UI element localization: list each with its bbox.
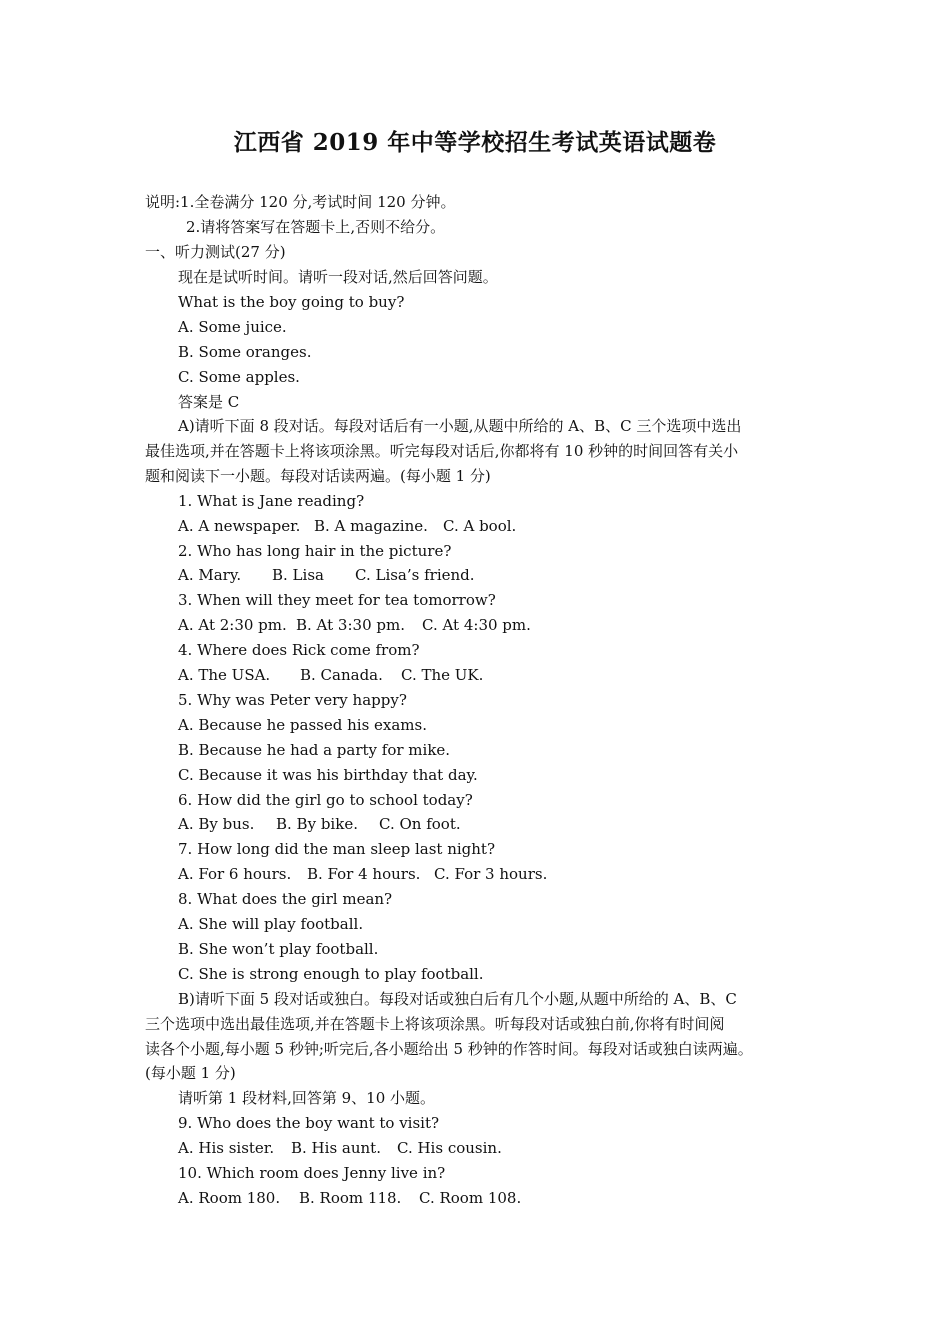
question-8-option-b: B. She won’t play football. [178, 940, 379, 958]
option-b: B. At 3:30 pm. [296, 616, 405, 634]
part-b-instruction-line: 三个选项中选出最佳选项,并在答题卡上将该项涂黑。听每段对话或独白前,你将有时间阅 [145, 1015, 725, 1033]
option-b: B. Lisa [272, 566, 324, 584]
question-10: 10. Which room does Jenny live in? [178, 1164, 446, 1182]
option-b: B. Room 118. [299, 1189, 402, 1207]
option-c: C. The UK. [401, 666, 484, 684]
question-2: 2. Who has long hair in the picture? [178, 542, 452, 560]
trial-option-b: B. Some oranges. [178, 343, 312, 361]
option-b: B. For 4 hours. [307, 865, 421, 883]
question-1-options [178, 517, 516, 535]
intro-note-2: 2.请将答案写在答题卡上,否则不给分。 [186, 218, 446, 236]
option-a: A. At 2:30 pm. [178, 616, 287, 634]
option-b: B. His aunt. [291, 1139, 381, 1157]
question-8: 8. What does the girl mean? [178, 890, 393, 908]
question-8-option-c: C. She is strong enough to play football. [178, 965, 484, 983]
trial-option-c: C. Some apples. [178, 368, 300, 386]
question-5-option-a: A. Because he passed his exams. [178, 716, 428, 734]
option-a: A. The USA. [178, 666, 271, 684]
option-c: C. Room 108. [419, 1189, 522, 1207]
question-9: 9. Who does the boy want to visit? [178, 1114, 440, 1132]
question-1: 1. What is Jane reading? [178, 492, 365, 510]
option-c: C. For 3 hours. [434, 865, 548, 883]
question-7: 7. How long did the man sleep last night? [178, 840, 495, 858]
section-heading: 一、听力测试(27 分) [145, 243, 286, 261]
question-3: 3. When will they meet for tea tomorrow? [178, 591, 496, 609]
trial-intro: 现在是试听时间。请听一段对话,然后回答问题。 [178, 268, 498, 286]
part-b-material-1: 请听第 1 段材料,回答第 9、10 小题。 [178, 1089, 436, 1107]
question-3-options [178, 616, 531, 634]
question-5-option-b: B. Because he had a party for mike. [178, 741, 451, 759]
question-5-option-c: C. Because it was his birthday that day. [178, 766, 478, 784]
exam-title: 江西省 2019 年中等学校招生考试英语试题卷 [233, 129, 717, 156]
option-a: A. For 6 hours. [178, 865, 292, 883]
part-b-instruction-line: 读各个小题,每小题 5 秒钟;听完后,各小题给出 5 秒钟的作答时间。每段对话或独白读两遍。 [145, 1040, 753, 1058]
question-4-options [178, 666, 483, 684]
question-6: 6. How did the girl go to school today? [178, 791, 473, 809]
part-b-instruction-line: B)请听下面 5 段对话或独白。每段对话或独白后有几个小题,从题中所给的 A、B、C [178, 990, 737, 1008]
option-a: A. His sister. [178, 1139, 275, 1157]
option-c: C. On foot. [379, 815, 461, 833]
part-a-instruction-line: 题和阅读下一小题。每段对话读两遍。(每小题 1 分) [145, 467, 491, 485]
option-b: B. A magazine. [314, 517, 428, 535]
option-c: C. At 4:30 pm. [422, 616, 531, 634]
option-b: B. Canada. [300, 666, 383, 684]
option-c: C. Lisa’s friend. [355, 566, 475, 584]
part-a-instruction-line: 最佳选项,并在答题卡上将该项涂黑。听完每段对话后,你都将有 10 秒钟的时间回答有关小 [145, 442, 739, 460]
option-a: A. A newspaper. [178, 517, 301, 535]
part-a-instruction-line: A)请听下面 8 段对话。每段对话后有一小题,从题中所给的 A、B、C 三个选项中选出 [178, 417, 742, 435]
question-9-options [178, 1139, 502, 1157]
question-4: 4. Where does Rick come from? [178, 641, 420, 659]
option-c: C. His cousin. [397, 1139, 502, 1157]
option-a: A. Room 180. [178, 1189, 281, 1207]
intro-note-1: 说明:1.全卷满分 120 分,考试时间 120 分钟。 [145, 193, 456, 211]
option-a: A. By bus. [178, 815, 255, 833]
question-10-options [178, 1189, 521, 1207]
trial-option-a: A. Some juice. [178, 318, 287, 336]
question-2-options [178, 566, 475, 584]
option-c: C. A bool. [443, 517, 517, 535]
question-6-options [178, 815, 461, 833]
question-5: 5. Why was Peter very happy? [178, 691, 407, 709]
option-a: A. Mary. [178, 566, 242, 584]
question-8-option-a: A. She will play football. [178, 915, 364, 933]
option-b: B. By bike. [276, 815, 358, 833]
trial-question: What is the boy going to buy? [178, 293, 405, 311]
question-7-options [178, 865, 547, 883]
part-b-instruction-line: (每小题 1 分) [145, 1064, 236, 1082]
trial-answer: 答案是 C [178, 393, 240, 411]
